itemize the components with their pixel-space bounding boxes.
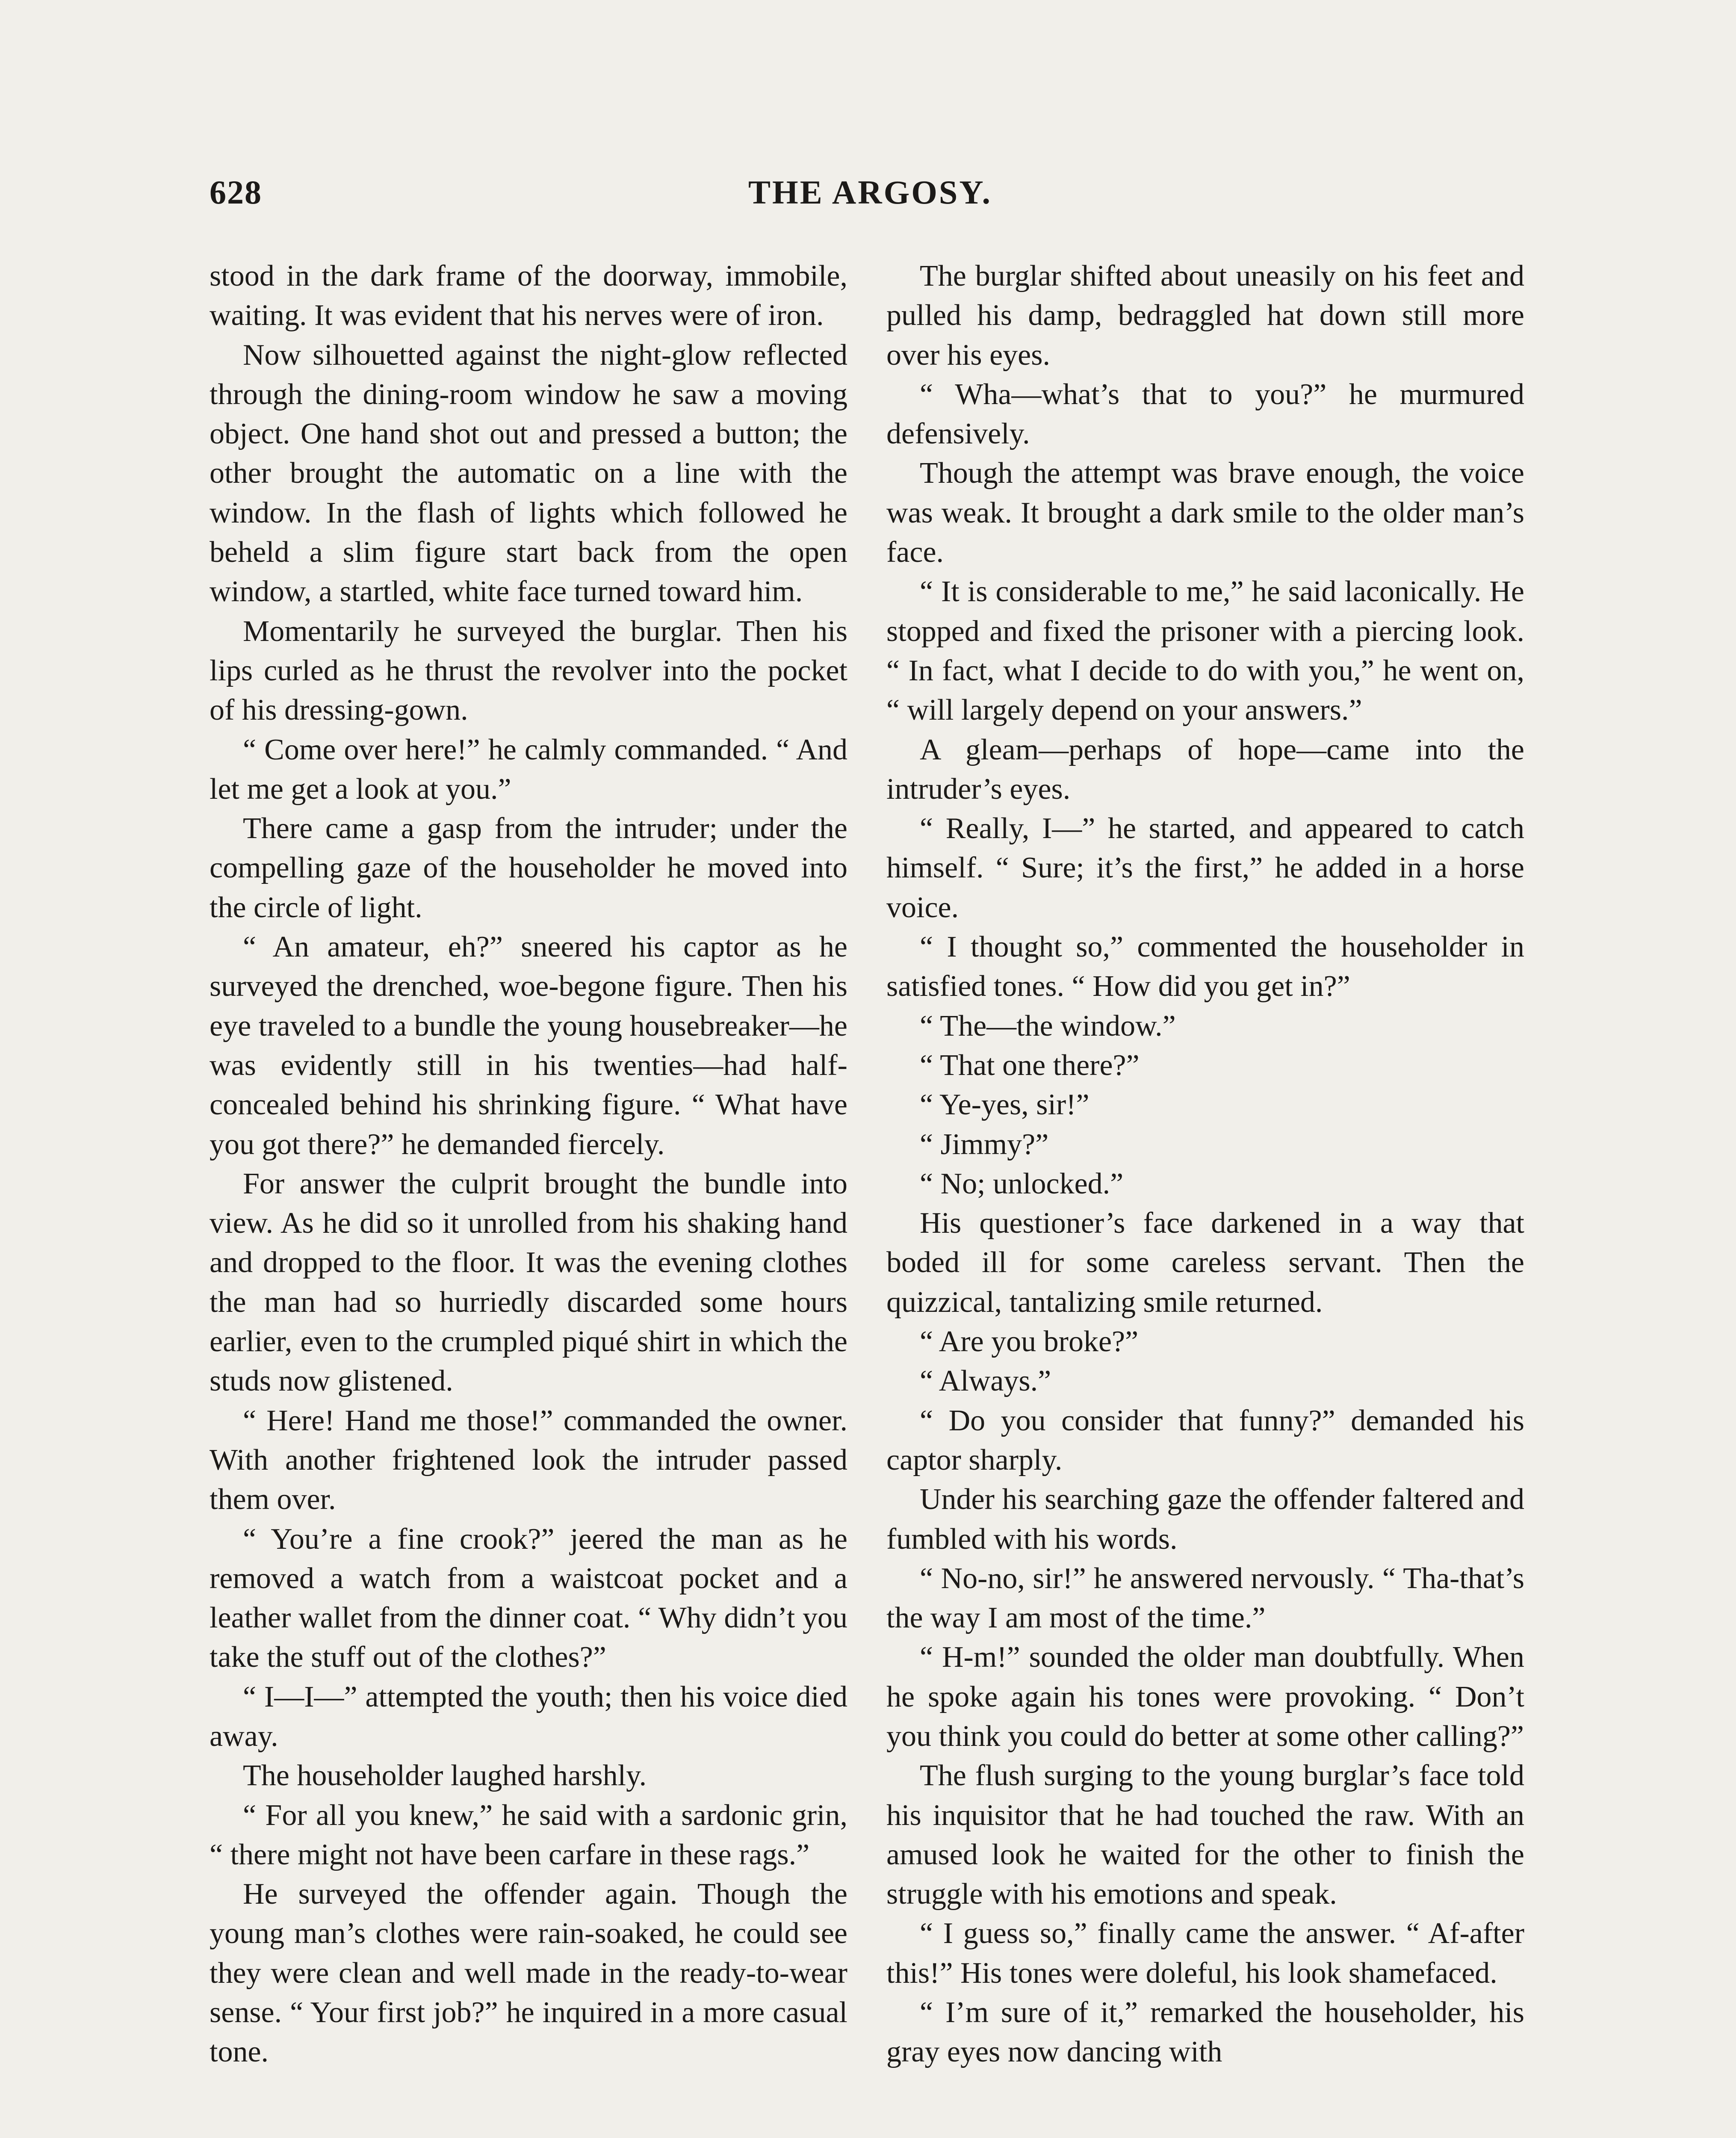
page-header (210, 173, 1531, 224)
text-column-left (210, 257, 847, 2072)
paragraph: “ No-no, sir!” he answered nervously. “ Tha-that’s the way I am most of the time.” (886, 1562, 1524, 1635)
paragraph: Now silhouetted against the night-glow reflected through the dining-room window he saw a moving object. One hand shot out and pressed a button; the other brought the automatic on a line with the window. In the flash of lights which followed he beheld a slim figure start back from the open window, a startled, white face turned toward him. (210, 338, 847, 608)
paragraph: “ I’m sure of it,” remarked the householder, his gray eyes now dancing with (886, 1996, 1524, 2069)
paragraph: “ Do you consider that funny?” demanded his captor sharply. (886, 1404, 1524, 1477)
paragraph: Under his searching gaze the offender faltered and fumbled with his words. (886, 1483, 1524, 1556)
paragraph: Though the attempt was brave enough, the voice was weak. It brought a dark smile to the older man’s face. (886, 457, 1524, 569)
paragraph: “ I guess so,” finally came the answer. “ Af-after this!” His tones were doleful, his look shamefaced. (886, 1917, 1524, 1990)
paragraph: The burglar shifted about uneasily on his feet and pulled his damp, bedraggled hat down still more over his eyes. (886, 260, 1524, 372)
paragraph: “ Ye-yes, sir!” (920, 1088, 1089, 1122)
paragraph: For answer the culprit brought the bundle into view. As he did so it unrolled from his shaking hand and dropped to the floor. It was the evening clothes the man had so hurriedly discarded some hours earlier, even to the crumpled piqué shirt in which the studs now glistened. (210, 1167, 847, 1398)
page-number: 628 (210, 174, 262, 211)
paragraph: “ Wha—what’s that to you?” he murmured defensively. (886, 378, 1524, 451)
paragraph: A gleam—perhaps of hope—came into the intruder’s eyes. (886, 733, 1524, 806)
paragraph: “ Jimmy?” (920, 1128, 1049, 1161)
paragraph: “ No; unlocked.” (920, 1167, 1124, 1200)
paragraph: He surveyed the offender again. Though the young man’s clothes were rain-soaked, he could see they were clean and well made in the ready-to-wear sense. “ Your first job?” he inquired in a more casual tone. (210, 1878, 847, 2069)
paragraph: “ The—the window.” (920, 1009, 1176, 1042)
paragraph: “ Come over here!” he calmly commanded. “ And let me get a look at you.” (210, 733, 847, 806)
paragraph: The householder laughed harshly. (243, 1759, 647, 1792)
paragraph: “ You’re a fine crook?” jeered the man as he removed a watch from a waistcoat pocket and a leather wallet from the dinner coat. “ Why didn’t you take the stuff out of the clothes?” (210, 1522, 847, 1674)
paragraph: There came a gasp from the intruder; under the compelling gaze of the householder he moved into the circle of light. (210, 812, 847, 924)
paragraph: “ Always.” (920, 1364, 1051, 1398)
running-head: THE ARGOSY. (748, 174, 992, 211)
paragraph: “ I thought so,” commented the householder in satisfied tones. “ How did you get in?” (886, 930, 1524, 1003)
paragraph: stood in the dark frame of the doorway, immobile, waiting. It was evident that his nerves were of iron. (210, 260, 847, 332)
paragraph: “ I—I—” attempted the youth; then his voice died away. (210, 1680, 847, 1753)
paragraph: Momentarily he surveyed the burglar. Then his lips curled as he thrust the revolver into the pocket of his dressing-gown. (210, 614, 847, 727)
text-column-right (886, 257, 1524, 2072)
paragraph: “ An amateur, eh?” sneered his captor as he surveyed the drenched, woe-begone figure. Then his eye traveled to a bundle the young housebreaker—he was evidently still in his twenties—had half-concealed behind his shrinking figure. “ What have you got there?” he demanded fiercely. (210, 930, 847, 1161)
paragraph: “ H-m!” sounded the older man doubtfully. When he spoke again his tones were provoking. “ Don’t you think you could do better at some other calling?” (886, 1641, 1524, 1753)
paragraph: “ Here! Hand me those!” commanded the owner. With another frightened look the intruder passed them over. (210, 1404, 847, 1516)
paragraph: “ Really, I—” he started, and appeared to catch himself. “ Sure; it’s the first,” he added in a horse voice. (886, 812, 1524, 924)
paragraph: The flush surging to the young burglar’s face told his inquisitor that he had touched the raw. With an amused look he waited for the other to finish the struggle with his emotions and speak. (886, 1759, 1524, 1911)
paragraph: “ That one there?” (920, 1048, 1140, 1082)
paragraph: “ Are you broke?” (920, 1325, 1139, 1358)
paragraph: His questioner’s face darkened in a way that boded ill for some careless servant. Then the quizzical, tantalizing smile returned. (886, 1207, 1524, 1319)
paragraph: “ For all you knew,” he said with a sardonic grin, “ there might not have been carfare in these rags.” (210, 1798, 847, 1871)
paragraph: “ It is considerable to me,” he said laconically. He stopped and fixed the prisoner with a piercing look. “ In fact, what I decide to do with you,” he went on, “ will largely depend on your answers.” (886, 575, 1524, 727)
